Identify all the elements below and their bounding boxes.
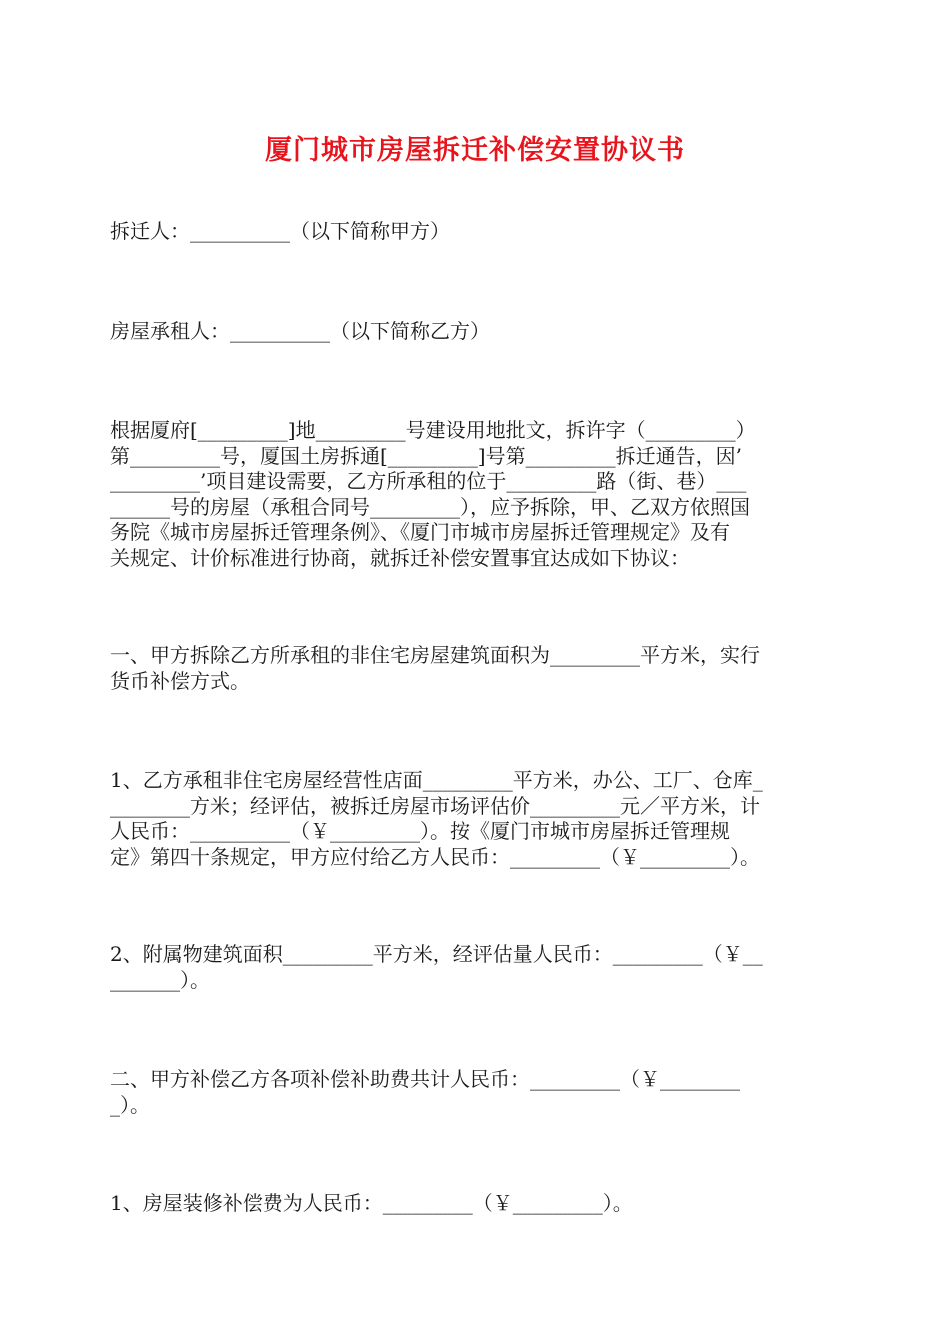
document-title: 厦门城市房屋拆迁补偿安置协议书 (265, 135, 685, 166)
text-line: 一、甲方拆除乙方所承租的非住宅房屋建筑面积为_________平方米，实行 (110, 643, 760, 667)
clause-one-item-2-paragraph (110, 942, 840, 993)
text-line: 第_________号，厦国土房拆通[_________]号第_________拆迁通告，因’ (110, 443, 742, 468)
text-line: 拆迁人：__________（以下简称甲方） (110, 219, 450, 243)
text-line: 二、甲方补偿乙方各项补偿补助费共计人民币：_________（￥________ (110, 1067, 740, 1091)
text-line: 房屋承租人：__________（以下简称乙方） (110, 319, 490, 343)
party-b-paragraph (110, 319, 840, 345)
clause-two-paragraph (110, 1067, 840, 1118)
text-line: ______号的房屋（承租合同号_________），应予拆除，甲、乙双方依照国 (110, 494, 750, 519)
clause-two-item-1-paragraph (110, 1191, 840, 1217)
text-line: 定》第四十条规定，甲方应付给乙方人民币：_________（￥_________）。 (110, 844, 760, 869)
text-line: 1、乙方承租非住宅房屋经营性店面_________平方米，办公、工厂、仓库_ (110, 768, 763, 792)
text-line: 1、房屋装修补偿费为人民币：_________（￥_________）。 (110, 1191, 633, 1215)
text-line: _________’项目建设需要，乙方所承租的位于_________路（街、巷）___ (110, 469, 747, 493)
text-line: 根据厦府[_________]地_________号建设用地批文，拆许字（_________） (110, 418, 756, 442)
text-line: 货币补偿方式。 (110, 668, 250, 693)
text-line: 关规定、计价标准进行协商，就拆迁补偿安置事宜达成如下协议： (110, 545, 690, 570)
preamble-paragraph (110, 418, 840, 571)
text-line: 人民币：__________（￥_________）。按《厦门市城市房屋拆迁管理规 (110, 819, 730, 843)
clause-one-paragraph (110, 643, 840, 694)
text-line: ________方米；经评估，被拆迁房屋市场评估价_________元／平方米，计 (110, 793, 760, 818)
clause-one-item-1-paragraph (110, 768, 840, 870)
text-line: _______）。 (110, 967, 210, 992)
party-a-paragraph (110, 219, 840, 245)
text-line: _）。 (110, 1092, 150, 1117)
text-line: 2、附属物建筑面积_________平方米，经评估量人民币：_________（￥__ (110, 942, 763, 966)
text-line: 务院《城市房屋拆迁管理条例》、《厦门市城市房屋拆迁管理规定》及有 (110, 520, 730, 544)
